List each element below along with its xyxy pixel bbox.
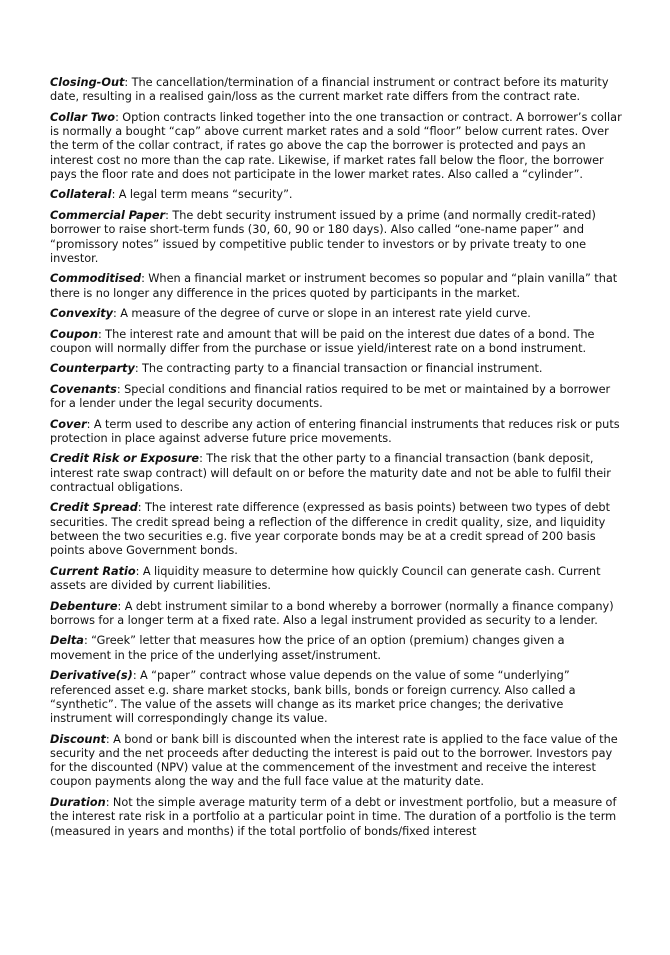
glossary-term: Collateral bbox=[50, 188, 112, 202]
glossary-definition: : The risk that the other party to a financial transaction (bank deposit, interest rate swap contract) will default on or before the maturity date and not be able to fulfil their contractual obligations. bbox=[50, 452, 611, 494]
glossary-term: Convexity bbox=[50, 307, 114, 321]
glossary-definition: : A debt instrument similar to a bond whereby a borrower (normally a finance company) borrows for a longer term at a fixed rate. Also a legal instrument provided as security to a lender. bbox=[50, 599, 614, 627]
glossary-entry-commercial-paper bbox=[50, 209, 622, 266]
glossary-term: Credit Risk or Exposure bbox=[50, 452, 200, 466]
glossary-entry-collateral bbox=[50, 188, 622, 202]
glossary-entry-coupon bbox=[50, 328, 622, 357]
glossary-entry-delta bbox=[50, 634, 622, 663]
glossary-entry-duration bbox=[50, 796, 622, 839]
glossary-term: Covenants bbox=[50, 382, 117, 396]
glossary-term: Cover bbox=[50, 417, 87, 431]
glossary-definition: : A liquidity measure to determine how quickly Council can generate cash. Current assets are divided by current liabilities. bbox=[50, 564, 601, 593]
glossary-entry-covenants bbox=[50, 383, 622, 412]
glossary-definition: : A term used to describe any action of entering financial instruments that reduces risk or puts protection in place against adverse future price movements. bbox=[50, 417, 620, 445]
glossary-term: Commercial Paper bbox=[50, 208, 166, 222]
glossary-definition: : Option contracts linked together into the one transaction or contract. A borrower’s collar is normally a bought “cap” above current market rates and a sold “floor” below current rates. Over the term of the collar contract, if rates go above the cap the borrower is protected and pays an interest cost no more than the cap rate. Likewise, if market rates fall below the floor, the borrower pays the floor rate and does not participate in the lower market rates. Also called a “cylinder”. bbox=[50, 110, 622, 181]
glossary-definition: : The debt security instrument issued by a prime (and normally credit-rated) borrower to raise short-term funds (30, 60, 90 or 180 days). Also called “one-name paper” and “promissory notes” issued by competitive public tender to investors or by private treaty to one investor. bbox=[50, 208, 596, 265]
glossary-entry-commoditised bbox=[50, 272, 622, 301]
glossary-definition: : The interest rate difference (expressed as basis points) between two types of debt securities. The credit spread being a reflection of the difference in credit quality, size, and liquidity between the two securities e.g. five year corporate bonds may be at a credit spread of 200 basis points above Government bonds. bbox=[50, 501, 611, 558]
glossary-entry-derivatives bbox=[50, 669, 622, 726]
glossary-definition: : The cancellation/termination of a financial instrument or contract before its maturity date, resulting in a realised gain/loss as the current market rate differs from the contract rate. bbox=[50, 76, 609, 104]
glossary-term: Derivative(s) bbox=[50, 669, 133, 683]
glossary-entry-discount bbox=[50, 733, 622, 790]
glossary-entry-closing-out bbox=[50, 76, 622, 105]
glossary-definition: : A “paper” contract whose value depends on the value of some “underlying” referenced asset e.g. share market stocks, bank bills, bonds or foreign currency. Also called a “synthetic”. The value of the assets will change as its market price changes; the derivative instrument will correspondingly change its value. bbox=[50, 669, 576, 726]
glossary-term: Commoditised bbox=[50, 272, 142, 286]
glossary-definition: : Not the simple average maturity term of a debt or investment portfolio, but a measure of the interest rate risk in a portfolio at a particular point in time. The duration of a portfolio is the term (measured in years and months) if the total portfolio of bonds/fixed interest bbox=[50, 795, 617, 838]
glossary-definition: : A legal term means “security”. bbox=[111, 188, 293, 202]
glossary-definition: : A measure of the degree of curve or slope in an interest rate yield curve. bbox=[113, 307, 531, 321]
glossary-term: Credit Spread bbox=[50, 501, 138, 515]
glossary-page bbox=[50, 76, 622, 845]
glossary-term: Current Ratio bbox=[50, 564, 136, 578]
glossary-term: Discount bbox=[50, 732, 106, 746]
glossary-definition: : The contracting party to a financial transaction or financial instrument. bbox=[134, 362, 543, 376]
glossary-term: Delta bbox=[50, 634, 84, 648]
glossary-term: Collar Two bbox=[50, 110, 116, 124]
glossary-entry-current-ratio bbox=[50, 565, 622, 594]
glossary-term: Debenture bbox=[50, 599, 118, 613]
glossary-definition: : When a financial market or instrument becomes so popular and “plain vanilla” that there is no longer any difference in the prices quoted by participants in the market. bbox=[50, 272, 618, 300]
glossary-entry-convexity bbox=[50, 307, 622, 321]
glossary-definition: : Special conditions and financial ratios required to be met or maintained by a borrower for a lender under the legal security documents. bbox=[50, 382, 611, 411]
glossary-term: Counterparty bbox=[50, 362, 135, 376]
glossary-term: Coupon bbox=[50, 327, 98, 341]
glossary-definition: : A bond or bank bill is discounted when the interest rate is applied to the face value of the security and the net proceeds after deducting the interest is paid out to the borrower. Investors pay for the discounted (NPV) value at the commencement of the investment and receive the interest coupon payments along the way and the full face value at the maturity date. bbox=[50, 732, 618, 789]
glossary-entry-counterparty bbox=[50, 362, 622, 376]
glossary-entry-cover bbox=[50, 418, 622, 447]
glossary-entry-credit-risk bbox=[50, 452, 622, 495]
glossary-entry-collar-two bbox=[50, 111, 622, 182]
glossary-term: Closing-Out bbox=[50, 76, 125, 89]
glossary-definition: : “Greek” letter that measures how the price of an option (premium) changes given a movement in the price of the underlying asset/instrument. bbox=[50, 634, 565, 662]
glossary-entry-credit-spread bbox=[50, 501, 622, 558]
glossary-entry-debenture bbox=[50, 600, 622, 629]
glossary-term: Duration bbox=[50, 795, 106, 809]
glossary-definition: : The interest rate and amount that will be paid on the interest due dates of a bond. The coupon will normally differ from the purchase or issue yield/interest rate on a bond instrument. bbox=[50, 327, 595, 355]
